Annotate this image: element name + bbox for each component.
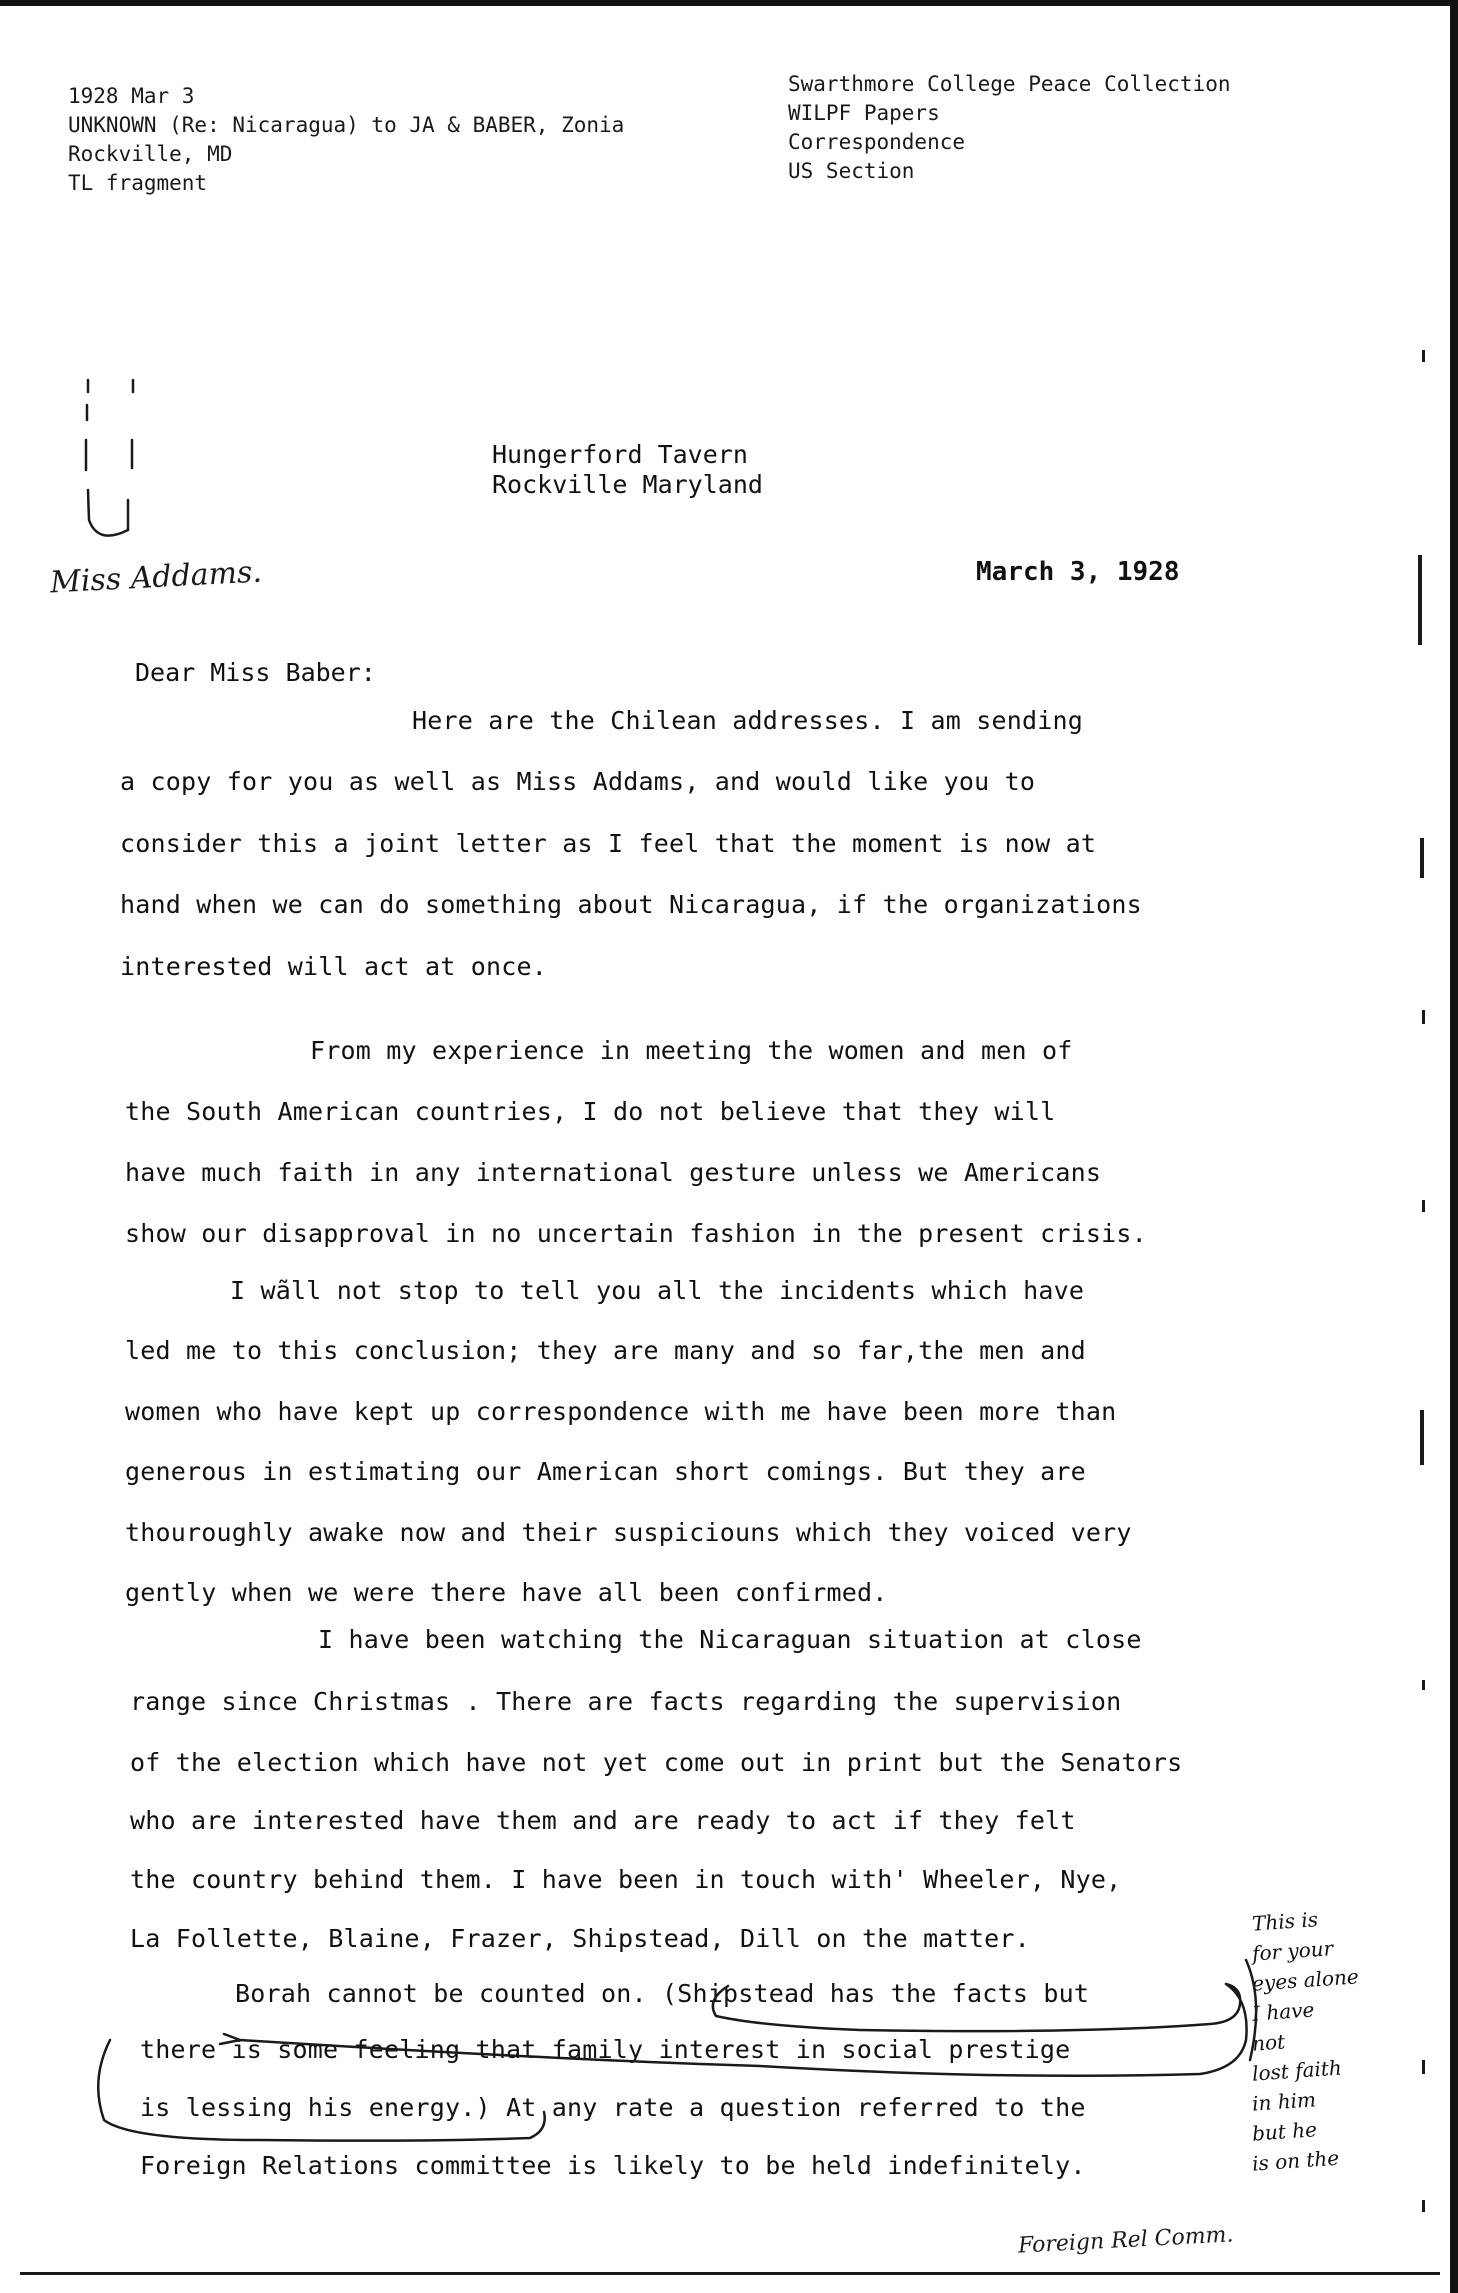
margin-note-line-1: This is bbox=[1251, 1907, 1319, 1936]
archive-type: TL fragment bbox=[68, 171, 208, 195]
bottom-speckle bbox=[20, 2272, 1440, 2275]
body-line-25: Foreign Relations committee is likely to be held indefinitely. bbox=[140, 2151, 1086, 2180]
body-line-16: I have been watching the Nicaraguan situation at close bbox=[318, 1625, 1142, 1654]
archive-section: US Section bbox=[788, 159, 915, 183]
archive-date: 1928 Mar 3 bbox=[68, 84, 195, 108]
body-line-19: who are interested have them and are ready to act if they felt bbox=[130, 1806, 1076, 1835]
body-line-20: the country behind them. I have been in touch with' Wheeler, Nye, bbox=[130, 1865, 1122, 1894]
margin-note-line-4: I have bbox=[1251, 1997, 1316, 2026]
archive-title: UNKNOWN (Re: Nicaragua) to JA & BABER, Zonia bbox=[68, 113, 625, 137]
handwritten-bottom-note: Foreign Rel Comm. bbox=[1017, 2222, 1235, 2259]
body-line-9: show our disapproval in no uncertain fashion in the present crisis. bbox=[125, 1219, 1147, 1248]
body-line-14: thouroughly awake now and their suspiciouns which they voiced very bbox=[125, 1518, 1132, 1547]
body-line-23: there is some feeling that family interest in social prestige bbox=[140, 2035, 1071, 2064]
body-line-18: of the election which have not yet come out in print but the Senators bbox=[130, 1748, 1183, 1777]
body-line-12: women who have kept up correspondence with me have been more than bbox=[125, 1397, 1117, 1426]
margin-note-line-6: lost faith bbox=[1251, 2055, 1343, 2086]
body-line-17: range since Christmas . There are facts regarding the supervision bbox=[130, 1687, 1122, 1716]
body-line-22: Borah cannot be counted on. (Shipstead has the facts but bbox=[235, 1979, 1090, 2008]
body-line-1: Here are the Chilean addresses. I am sending bbox=[412, 706, 1084, 735]
margin-note-line-5: not bbox=[1251, 2029, 1286, 2056]
body-line-11: led me to this conclusion; they are many and so far,the men and bbox=[125, 1336, 1086, 1365]
right-margin-bracket bbox=[1246, 1960, 1256, 2060]
archive-collection: Swarthmore College Peace Collection bbox=[788, 72, 1231, 96]
body-line-4: hand when we can do something about Nicaragua, if the organizations bbox=[120, 890, 1142, 919]
archive-papers: WILPF Papers bbox=[788, 101, 940, 125]
body-line-21: La Follette, Blaine, Frazer, Shipstead, Dill on the matter. bbox=[130, 1924, 1030, 1953]
handwritten-addressee: Miss Addams. bbox=[49, 554, 263, 601]
body-line-24: is lessing his energy.) At any rate a question referred to the bbox=[140, 2093, 1086, 2122]
scan-mark-3 bbox=[1420, 1410, 1424, 1465]
scan-mark-5 bbox=[1422, 1010, 1425, 1024]
body-line-15: gently when we were there have all been confirmed. bbox=[125, 1578, 888, 1607]
salutation: Dear Miss Baber: bbox=[135, 658, 376, 687]
scan-mark-7 bbox=[1422, 1680, 1425, 1690]
scan-mark-6 bbox=[1422, 1200, 1425, 1212]
body-line-10: I wãll not stop to tell you all the incidents which have bbox=[230, 1276, 1085, 1305]
letterhead-line-2: Rockville Maryland bbox=[492, 470, 763, 499]
archive-place: Rockville, MD bbox=[68, 142, 233, 166]
body-line-2: a copy for you as well as Miss Addams, and would like you to bbox=[120, 767, 1036, 796]
margin-note-line-3: eyes alone bbox=[1251, 1964, 1360, 1996]
scan-mark-4 bbox=[1422, 350, 1425, 362]
margin-note-line-8: but he bbox=[1251, 2117, 1318, 2146]
scan-mark-9 bbox=[1422, 2200, 1425, 2212]
margin-note-line-7: in him bbox=[1251, 2087, 1317, 2116]
letterhead-line-1: Hungerford Tavern bbox=[492, 440, 748, 469]
body-line-5: interested will act at once. bbox=[120, 952, 548, 981]
margin-pen-mark bbox=[86, 380, 133, 536]
scan-mark-2 bbox=[1420, 838, 1424, 878]
body-line-13: generous in estimating our American short comings. But they are bbox=[125, 1457, 1086, 1486]
scan-mark-8 bbox=[1422, 2060, 1425, 2074]
margin-note-line-9: is on the bbox=[1251, 2145, 1340, 2176]
body-line-3: consider this a joint letter as I feel that the moment is now at bbox=[120, 829, 1097, 858]
margin-note-line-2: for your bbox=[1251, 1936, 1334, 1966]
body-line-8: have much faith in any international gesture unless we Americans bbox=[125, 1158, 1102, 1187]
letter-date: March 3, 1928 bbox=[976, 557, 1180, 587]
scan-mark-1 bbox=[1418, 555, 1422, 645]
archive-series: Correspondence bbox=[788, 130, 966, 154]
body-line-7: the South American countries, I do not believe that they will bbox=[125, 1097, 1056, 1126]
bracket-shipstead bbox=[98, 1984, 1246, 2141]
body-line-6: From my experience in meeting the women and men of bbox=[310, 1036, 1073, 1065]
